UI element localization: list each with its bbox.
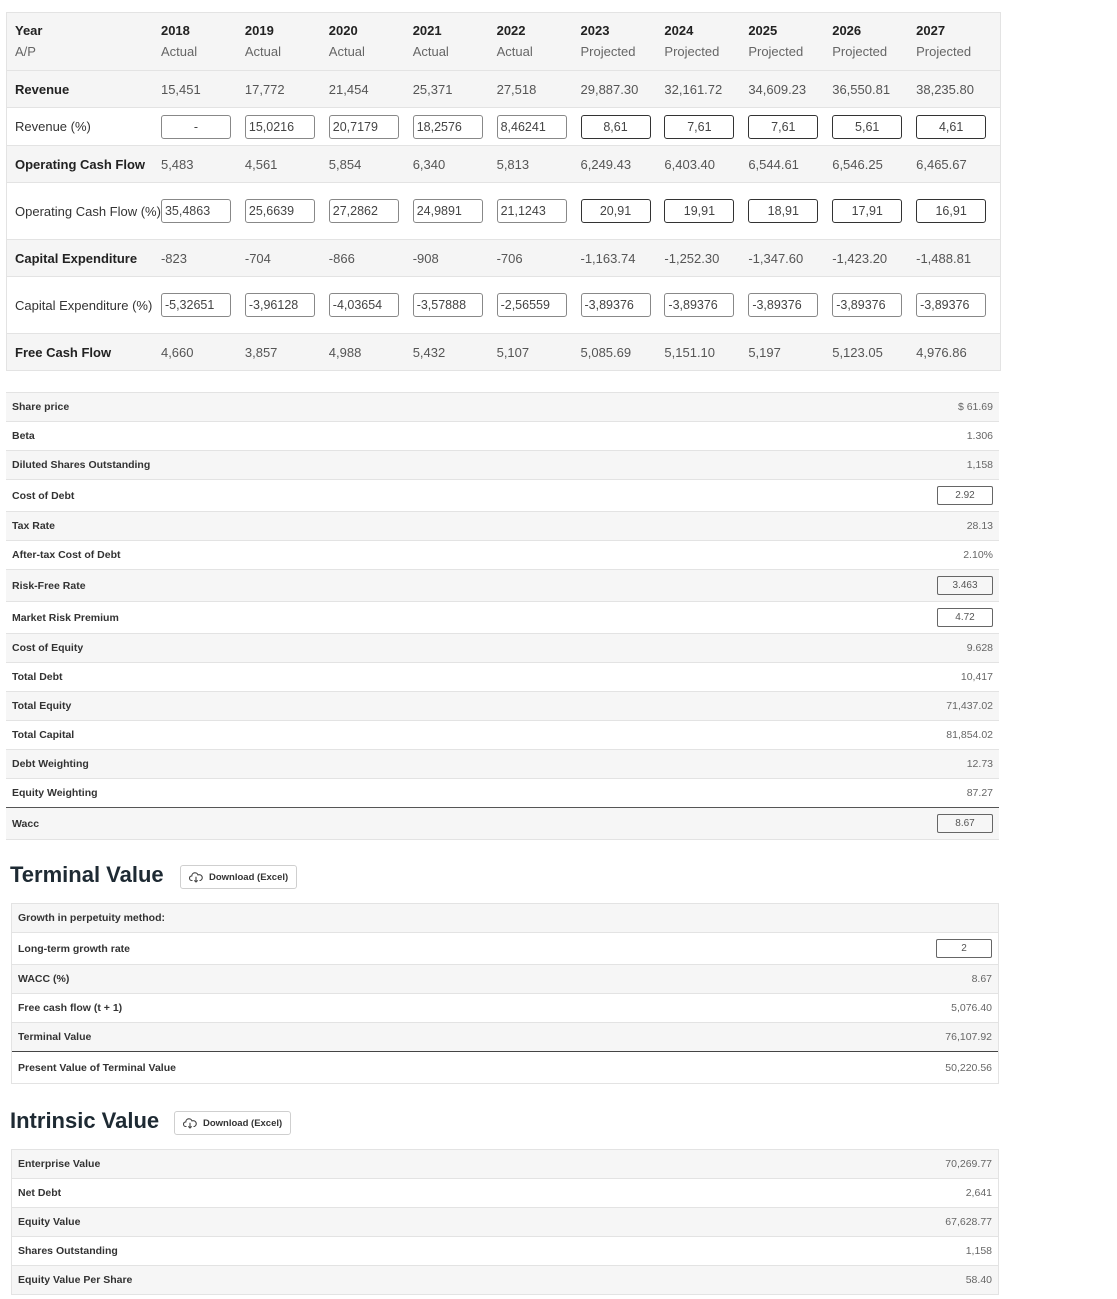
capex-pct-input[interactable]: -3,96128 [245,293,315,317]
total-debt-row: Total Debt 10,417 [6,663,999,692]
fcf-value: 5,085.69 [580,344,632,360]
enterprise-value-row: Enterprise Value 70,269.77 [12,1150,998,1179]
fcf-value: 4,988 [328,344,362,360]
revenue-value: 25,371 [412,81,453,97]
revenue-pct-input[interactable]: - [161,115,231,139]
cloud-download-icon [183,1117,197,1129]
fcf-value: 5,197 [748,344,781,360]
fcf-value: 5,123.05 [832,344,883,360]
header-col: 2020 Actual [328,23,365,59]
projection-table [6,12,1001,371]
ocf-value: 5,854 [328,156,362,172]
ocf-pct-input[interactable]: 25,6639 [245,199,315,223]
capex-value: -1,488.81 [916,250,972,266]
ocf-value: 6,465.67 [916,156,967,172]
capex-pct-input[interactable]: -3,89376 [748,293,818,317]
ocf-pct-row [7,182,1000,239]
header-col: 2024 Projected [664,23,720,59]
cost-of-debt-row: Cost of Debt 2.92 [6,480,999,512]
ocf-value: 6,249.43 [580,156,632,172]
total-capital-row: Total Capital 81,854.02 [6,721,999,750]
ocf-pct-input[interactable]: 17,91 [832,199,902,223]
fcf-value: 5,107 [496,344,530,360]
debt-weighting-row: Debt Weighting 12.73 [6,750,999,779]
header-col: 2018 Actual [160,23,198,59]
ocf-value: 6,544.61 [748,156,799,172]
ocf-pct-input[interactable]: 27,2862 [329,199,399,223]
cloud-download-icon [189,871,203,883]
terminal-value-title: Terminal Value [10,862,164,887]
revenue-value: 38,235.80 [916,81,974,97]
capex-pct-input[interactable]: -2,56559 [497,293,567,317]
header-col: 2021 Actual [412,23,449,59]
year-label: Year [15,23,43,38]
equity-value-row: Equity Value 67,628.77 [12,1208,998,1237]
ocf-pct-input[interactable]: 24,9891 [413,199,483,223]
ocf-pct-input[interactable]: 19,91 [664,199,734,223]
market-risk-premium-row: Market Risk Premium 4.72 [6,602,999,634]
long-term-growth-row: Long-term growth rate 2 [12,933,998,965]
intrinsic-download-button[interactable] [174,1111,291,1135]
capex-pct-input[interactable]: -3,89376 [581,293,651,317]
fcf-value: 4,976.86 [916,344,967,360]
wacc-table [6,392,999,840]
capex-pct-input[interactable]: -5,32651 [161,293,231,317]
wacc-input[interactable]: 8.67 [937,814,993,833]
ocf-pct-input[interactable]: 18,91 [748,199,818,223]
revenue-row [7,70,1000,107]
capex-value: -1,252.30 [664,250,720,266]
risk-free-rate-row: Risk-Free Rate 3.463 [6,570,999,602]
diluted-shares-row: Diluted Shares Outstanding 1,158 [6,451,999,480]
revenue-pct-input[interactable]: 15,0216 [245,115,315,139]
terminal-value-table [11,903,999,1084]
ocf-pct-input[interactable]: 20,91 [581,199,651,223]
revenue-value: 36,550.81 [832,81,891,97]
tax-rate-row: Tax Rate 28.13 [6,512,999,541]
header-col: 2022 Actual [496,23,533,59]
ap-label: A/P [15,44,36,59]
revenue-value: 34,609.23 [748,81,807,97]
revenue-pct-input[interactable]: 7,61 [664,115,734,139]
capex-pct-label: Capital Expenditure (%) [15,297,153,313]
net-debt-row: Net Debt 2,641 [12,1179,998,1208]
capex-value: -1,423.20 [832,250,888,266]
capex-pct-input[interactable]: -4,03654 [329,293,399,317]
terminal-download-button[interactable] [180,865,297,889]
header-col: 2019 Actual [244,23,282,59]
terminal-wacc-row: WACC (%) 8.67 [12,965,998,994]
equity-weighting-row: Equity Weighting 87.27 [6,779,999,808]
capex-pct-input[interactable]: -3,57888 [413,293,483,317]
fcf-value: 5,151.10 [664,344,716,360]
capex-label: Capital Expenditure [15,250,138,266]
revenue-pct-input[interactable]: 4,61 [916,115,986,139]
ocf-value: 6,403.40 [664,156,716,172]
revenue-value: 27,518 [496,81,537,97]
ocf-value: 5,483 [160,156,194,172]
revenue-label: Revenue [15,81,70,97]
fcf-label: Free Cash Flow [15,344,112,360]
capex-value: -704 [244,250,271,266]
market-risk-premium-input[interactable]: 4.72 [937,608,993,627]
capex-value: -823 [160,250,187,266]
revenue-value: 21,454 [328,81,369,97]
pv-terminal-value-row: Present Value of Terminal Value 50,220.56 [12,1052,998,1084]
total-equity-row: Total Equity 71,437.02 [6,692,999,721]
capex-value: -706 [496,250,523,266]
ocf-pct-input[interactable]: 16,91 [916,199,986,223]
intrinsic-value-title: Intrinsic Value [10,1108,160,1133]
revenue-pct-input[interactable]: 18,2576 [413,115,483,139]
fcf-value: 4,660 [160,344,194,360]
capex-pct-input[interactable]: -3,89376 [832,293,902,317]
capex-pct-input[interactable]: -3,89376 [664,293,734,317]
share-price-row: Share price $ 61.69 [6,393,999,422]
header-col: 2025 Projected [748,23,804,59]
cost-of-debt-input[interactable]: 2.92 [937,486,993,505]
revenue-pct-input[interactable]: 7,61 [748,115,818,139]
ocf-value: 4,561 [244,156,278,172]
revenue-value: 15,451 [160,81,201,97]
capex-pct-row [7,276,1000,333]
risk-free-rate-input[interactable]: 3.463 [937,576,993,595]
header-label [7,21,161,62]
revenue-pct-input[interactable]: 8,46241 [497,115,567,139]
intrinsic-download-label: Download (Excel) [203,1117,283,1129]
long-term-growth-input[interactable]: 2 [936,939,992,958]
equity-value-per-share-row: Equity Value Per Share 58.40 [12,1266,998,1295]
beta-row: Beta 1.306 [6,422,999,451]
method-row: Growth in perpetuity method: [12,904,998,933]
revenue-value: 17,772 [244,81,285,97]
capex-value: -1,163.74 [580,250,636,266]
fcf-next-row: Free cash flow (t + 1) 5,076.40 [12,994,998,1023]
capex-row [7,239,1000,276]
header-row [7,13,1000,70]
terminal-value-row: Terminal Value 76,107.92 [12,1023,998,1052]
revenue-pct-row [7,107,1000,145]
revenue-pct-input[interactable]: 8,61 [581,115,651,139]
after-tax-cost-of-debt-row: After-tax Cost of Debt 2.10% [6,541,999,570]
ocf-value: 6,546.25 [832,156,883,172]
ocf-pct-input[interactable]: 21,1243 [497,199,567,223]
capex-value: -1,347.60 [748,250,804,266]
ocf-label: Operating Cash Flow [15,156,146,172]
revenue-pct-input[interactable]: 5,61 [832,115,902,139]
wacc-row: Wacc 8.67 [6,808,999,840]
cost-of-equity-row: Cost of Equity 9.628 [6,634,999,663]
intrinsic-value-table [11,1149,999,1295]
header-col: 2026 Projected [832,23,888,59]
revenue-pct-input[interactable]: 20,7179 [329,115,399,139]
shares-outstanding-row: Shares Outstanding 1,158 [12,1237,998,1266]
revenue-value: 29,887.30 [580,81,639,97]
ocf-pct-label: Operating Cash Flow (%) [15,203,161,219]
terminal-download-label: Download (Excel) [209,871,289,883]
header-col: 2023 Projected [580,23,636,59]
fcf-value: 3,857 [244,344,278,360]
capex-value: -908 [412,250,439,266]
fcf-row [7,333,1000,370]
ocf-value: 5,813 [496,156,530,172]
revenue-pct-label: Revenue (%) [15,119,91,134]
fcf-value: 5,432 [412,344,446,360]
ocf-row [7,145,1000,182]
ocf-value: 6,340 [412,156,446,172]
capex-value: -866 [328,250,355,266]
capex-pct-input[interactable]: -3,89376 [916,293,986,317]
header-col: 2027 Projected [916,23,972,59]
ocf-pct-input[interactable]: 35,4863 [161,199,231,223]
revenue-value: 32,161.72 [664,81,723,97]
